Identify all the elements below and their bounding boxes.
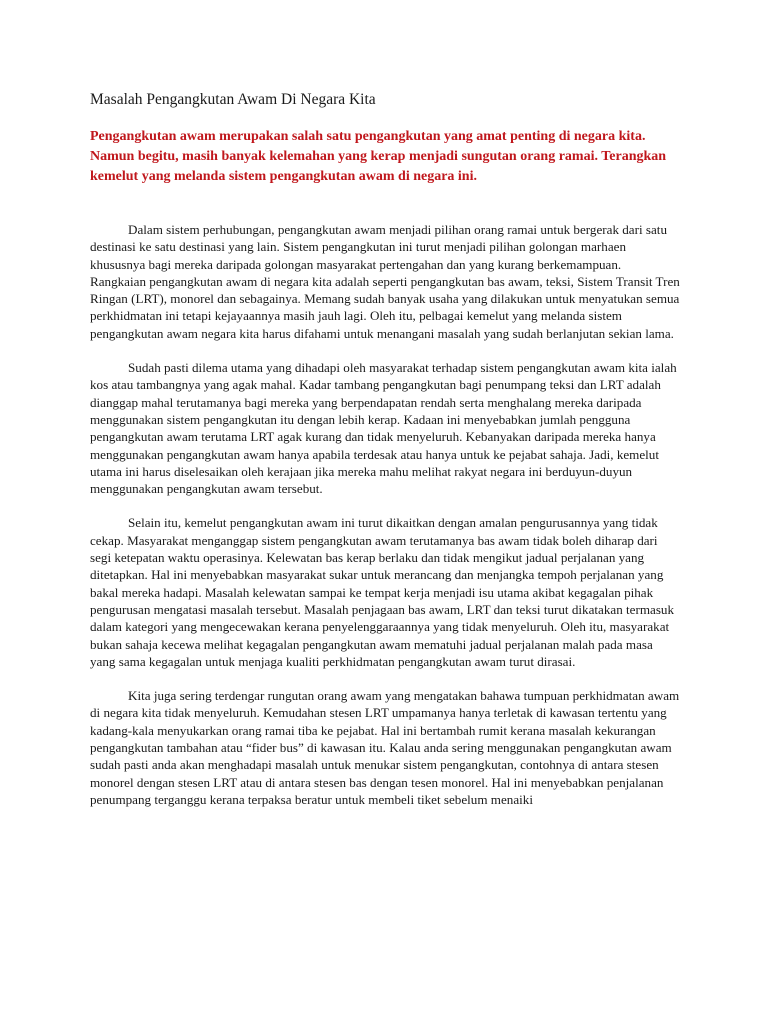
paragraph-4: Kita juga sering terdengar rungutan orang awam yang mengatakan bahawa tumpuan perkhidmatan awam di negara kita tidak menyeluruh. Kemudahan stesen LRT umpamanya hanya terletak di kawasan tertentu yang kadang-kala menyukarkan orang ramai tiba ke pejabat. Hal ini bertambah rumit kerana masalah kekurangan pengangkutan tambahan atau “fider bus” di kawasan itu. Kalau anda sering menggunakan pengangkutan awam sudah pasti anda akan menghadapi masalah untuk menukar sistem pengangkutan, contohnya di antara stesen monorel dengan stesen LRT atau di antara stesen bas dengan tesen monorel. Hal ini menyebabkan penjalanan penumpang terganggu kerana terpaksa beratur untuk membeli tiket sebelum menaiki bbox=[90, 688, 680, 807]
paragraph-3: Selain itu, kemelut pengangkutan awam ini turut dikaitkan dengan amalan pengurusannya yang tidak cekap. Masyarakat menganggap sistem pengangkutan awam terutamanya bas awam tidak boleh diharap dari segi ketepatan waktu operasinya. Kelewatan bas kerap berlaku dan tidak mengikut jadual perjalanan yang ditetapkan. Hal ini menyebabkan masyarakat sukar untuk merancang dan menjangka tempoh perjalanan yang bakal mereka hadapi. Masalah kelewatan sampai ke tempat kerja menjadi isu utama akibat kegagalan pihak pengurusan mengatasi masalah tersebut. Masalah penjagaan bas awam, LRT dan teksi turut dikatakan termasuk dalam kategori yang mengecewakan kerana penyelenggaraannya yang tidak menyeluruh. Oleh itu, masyarakat bukan sahaja kecewa melihat kegagalan pengangkutan awam mematuhi jadual perjalanan malah pada masa yang sama kegagalan untuk menjaga kualiti perkhidmatan pengangkutan awam turut dirasai. bbox=[90, 515, 675, 669]
paragraph-2: Sudah pasti dilema utama yang dihadapi oleh masyarakat terhadap sistem pengangkutan awam kita ialah kos atau tambangnya yang agak mahal. Kadar tambang pengangkutan bagi penumpang teksi dan LRT adalah dianggap mahal terutamanya bagi mereka yang berpendapatan rendah serta menghalang mereka daripada menggunakan sistem pengangkutan itu dengan lebih kerap. Kadaan ini menyebabkan jumlah pengguna pengangkutan awam terutama LRT agak kurang dan tidak menyeluruh. Kebanyakan daripada mereka hanya menggunakan pengangkutan awam hanya apabila terdesak atau hanya untuk ke pejabat sahaja. Jadi, kemelut utama ini harus diselesaikan oleh kerajaan jika mereka mahu melihat rakyat negara ini berduyun-duyun menggunakan pengangkutan awam tersebut. bbox=[90, 360, 677, 497]
document-page bbox=[90, 90, 680, 808]
essay-body bbox=[90, 221, 680, 808]
essay-title: Masalah Pengangkutan Awam Di Negara Kita bbox=[90, 91, 376, 108]
paragraph-1: Dalam sistem perhubungan, pengangkutan awam menjadi pilihan orang ramai untuk bergerak dari satu destinasi ke satu destinasi yang lain. Sistem pengangkutan ini turut menjadi pilihan golongan marhaen khususnya bagi mereka daripada golongan masyarakat pertengahan dan yang kurang berkemampuan. Rangkaian pengangkutan awam di negara kita adalah seperti pengangkutan bas awam, teksi, Sistem Transit Tren Ringan (LRT), monorel dan sebagainya. Memang sudah banyak usaha yang dilakukan untuk menyatukan semua perkhidmatan ini tetapi kejayaannya masih jauh lagi. Oleh itu, pelbagai kemelut yang melanda sistem pengangkutan awam negara kita harus difahami untuk menangani masalah yang sudah berlanjutan sekian lama. bbox=[90, 222, 680, 341]
essay-question: Pengangkutan awam merupakan salah satu pengangkutan yang amat penting di negara kita. Namun begitu, masih banyak kelemahan yang kerap menjadi sungutan orang ramai. Terangkan kemelut yang melanda sistem pengangkutan awam di negara ini. bbox=[90, 129, 667, 184]
